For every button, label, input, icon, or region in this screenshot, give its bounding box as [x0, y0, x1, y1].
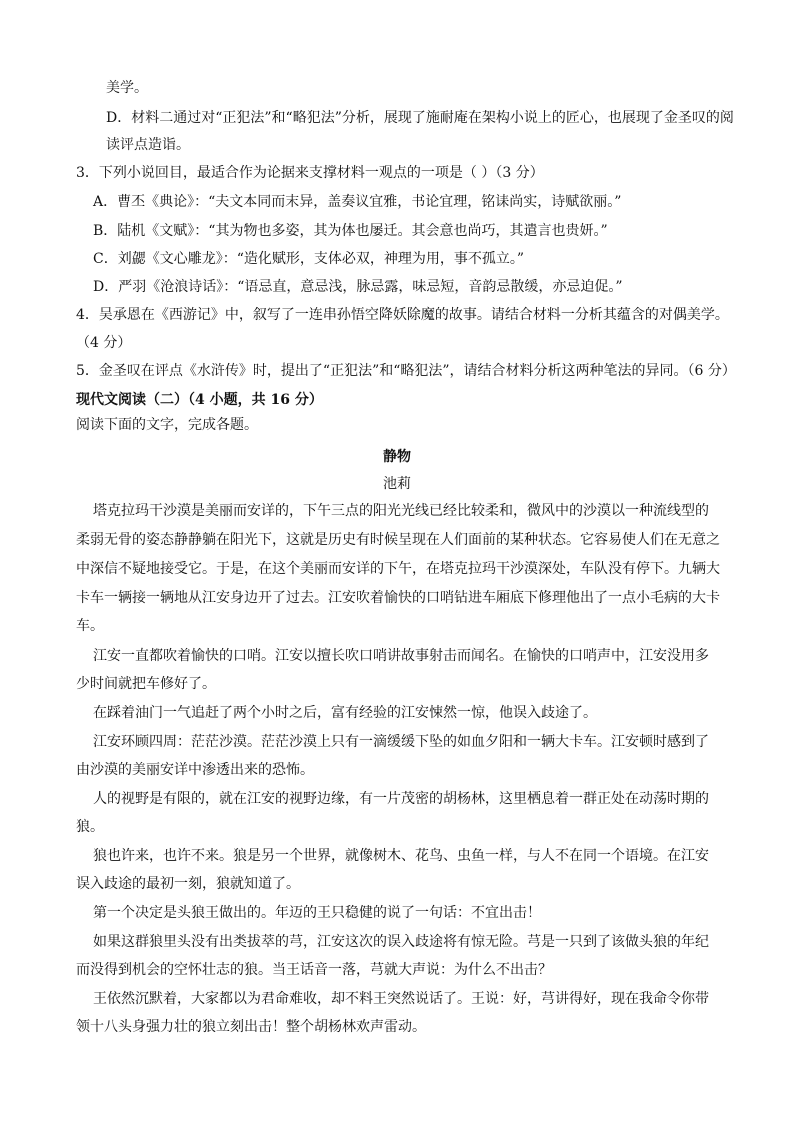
passage-line: 少时间就把车修好了。: [76, 676, 216, 692]
passage-line: 车。: [76, 618, 104, 634]
question-5-line1: 5．金圣叹在评点《水浒传》时，提出了“正犯法”和“略犯法”，请结合材料分析这两种笔法的异同。（6 分）: [76, 363, 736, 379]
question-3-option-b: B．陆机《文赋》：“其为物也多姿，其为体也屡迁。其会意也尚巧，其遣言也贵妍。”: [93, 223, 608, 239]
reading-instruction: 阅读下面的文字，完成各题。: [76, 417, 258, 433]
passage-line: 江安一直都吹着愉快的口哨。江安以擅长吹口哨讲故事射击而闻名。在愉快的口哨声中，江安没用多: [93, 648, 709, 664]
option-c-continuation: 美学。: [106, 80, 148, 96]
passage-line: 柔弱无骨的姿态静静躺在阳光下，这就是历史有时候呈现在人们面前的某种状态。它容易使人们在无意之: [76, 532, 720, 548]
passage-line: 狼。: [76, 819, 104, 835]
passage-line: 由沙漠的美丽安详中渗透出来的恐怖。: [76, 762, 314, 778]
passage-line: 塔克拉玛干沙漠是美丽而安详的，下午三点的阳光光线已经比较柔和，微风中的沙漠以一种流线型的: [93, 503, 709, 519]
passage-line: 卡车一辆接一辆地从江安身边开了过去。江安吹着愉快的口哨钻进车厢底下修理他出了一点小毛病的大卡: [76, 590, 720, 606]
question-4-line2: （4 分）: [76, 335, 132, 351]
story-author: 池莉: [383, 476, 411, 492]
passage-line: 人的视野是有限的，就在江安的视野边缘，有一片茂密的胡杨林，这里栖息着一群正处在动荡时期的: [93, 791, 709, 807]
question-3-option-a: A．曹丕《典论》：“夫文本同而末异，盖奏议宜雅，书论宜理，铭诔尚实，诗赋欲丽。”: [93, 194, 622, 210]
passage-line: 而没得到机会的空怀壮志的狼。当王话音一落，芎就大声说：为什么不出击？: [76, 962, 552, 978]
question-4-line1: 4．吴承恩在《西游记》中，叙写了一连串孙悟空降妖除魔的故事。请结合材料一分析其蕴含的对偶美学。: [76, 307, 729, 323]
story-title: 静物: [383, 449, 411, 465]
passage-line: 中深信不疑地接受它。于是，在这个美丽而安详的下午，在塔克拉玛干沙漠深处，车队没有停下。九辆大: [76, 561, 720, 577]
question-3-option-d: D．严羽《沧浪诗话》：“语忌直，意忌浅，脉忌露，味忌短，音韵忌散缓，亦忌迫促。”: [93, 279, 623, 295]
section-heading: 现代文阅读（二）（4 小题，共 16 分）: [76, 392, 323, 408]
passage-line: 在踩着油门一气追赶了两个小时之后，富有经验的江安悚然一惊，他误入歧途了。: [93, 705, 597, 721]
passage-line: 误入歧途的最初一刻，狼就知道了。: [76, 876, 300, 892]
passage-line: 狼也许来，也许不来。狼是另一个世界，就像树木、花鸟、虫鱼一样，与人不在同一个语境。在江安: [93, 848, 709, 864]
option-d-line1: D．材料二通过对“正犯法”和“略犯法”分析，展现了施耐庵在架构小说上的匠心，也展现了金圣叹的阅: [106, 110, 734, 126]
question-3-option-c: C．刘勰《文心雕龙》：“造化赋形，支体必双，神理为用，事不孤立。”: [93, 251, 525, 267]
passage-line: 江安环顾四周：茫茫沙漠。茫茫沙漠上只有一滴缓缓下坠的如血夕阳和一辆大卡车。江安顿时感到了: [93, 734, 709, 750]
passage-line: 第一个决定是头狼王做出的。年迈的王只稳健的说了一句话：不宜出击！: [93, 905, 541, 921]
option-d-line2: 读评点造诣。: [106, 137, 190, 153]
question-3-stem: 3．下列小说回目，最适合作为论据来支撑材料一观点的一项是（ ）（3 分）: [76, 165, 544, 181]
passage-line: 领十八头身强力壮的狼立刻出击！整个胡杨林欢声雷动。: [76, 1019, 426, 1035]
passage-line: 如果这群狼里头没有出类拔萃的芎，江安这次的误入歧途将有惊无险。芎是一只到了该做头狼的年纪: [93, 934, 709, 950]
passage-line: 王依然沉默着，大家都以为君命难收，却不料王突然说话了。王说：好，芎讲得好，现在我命令你带: [93, 991, 709, 1007]
